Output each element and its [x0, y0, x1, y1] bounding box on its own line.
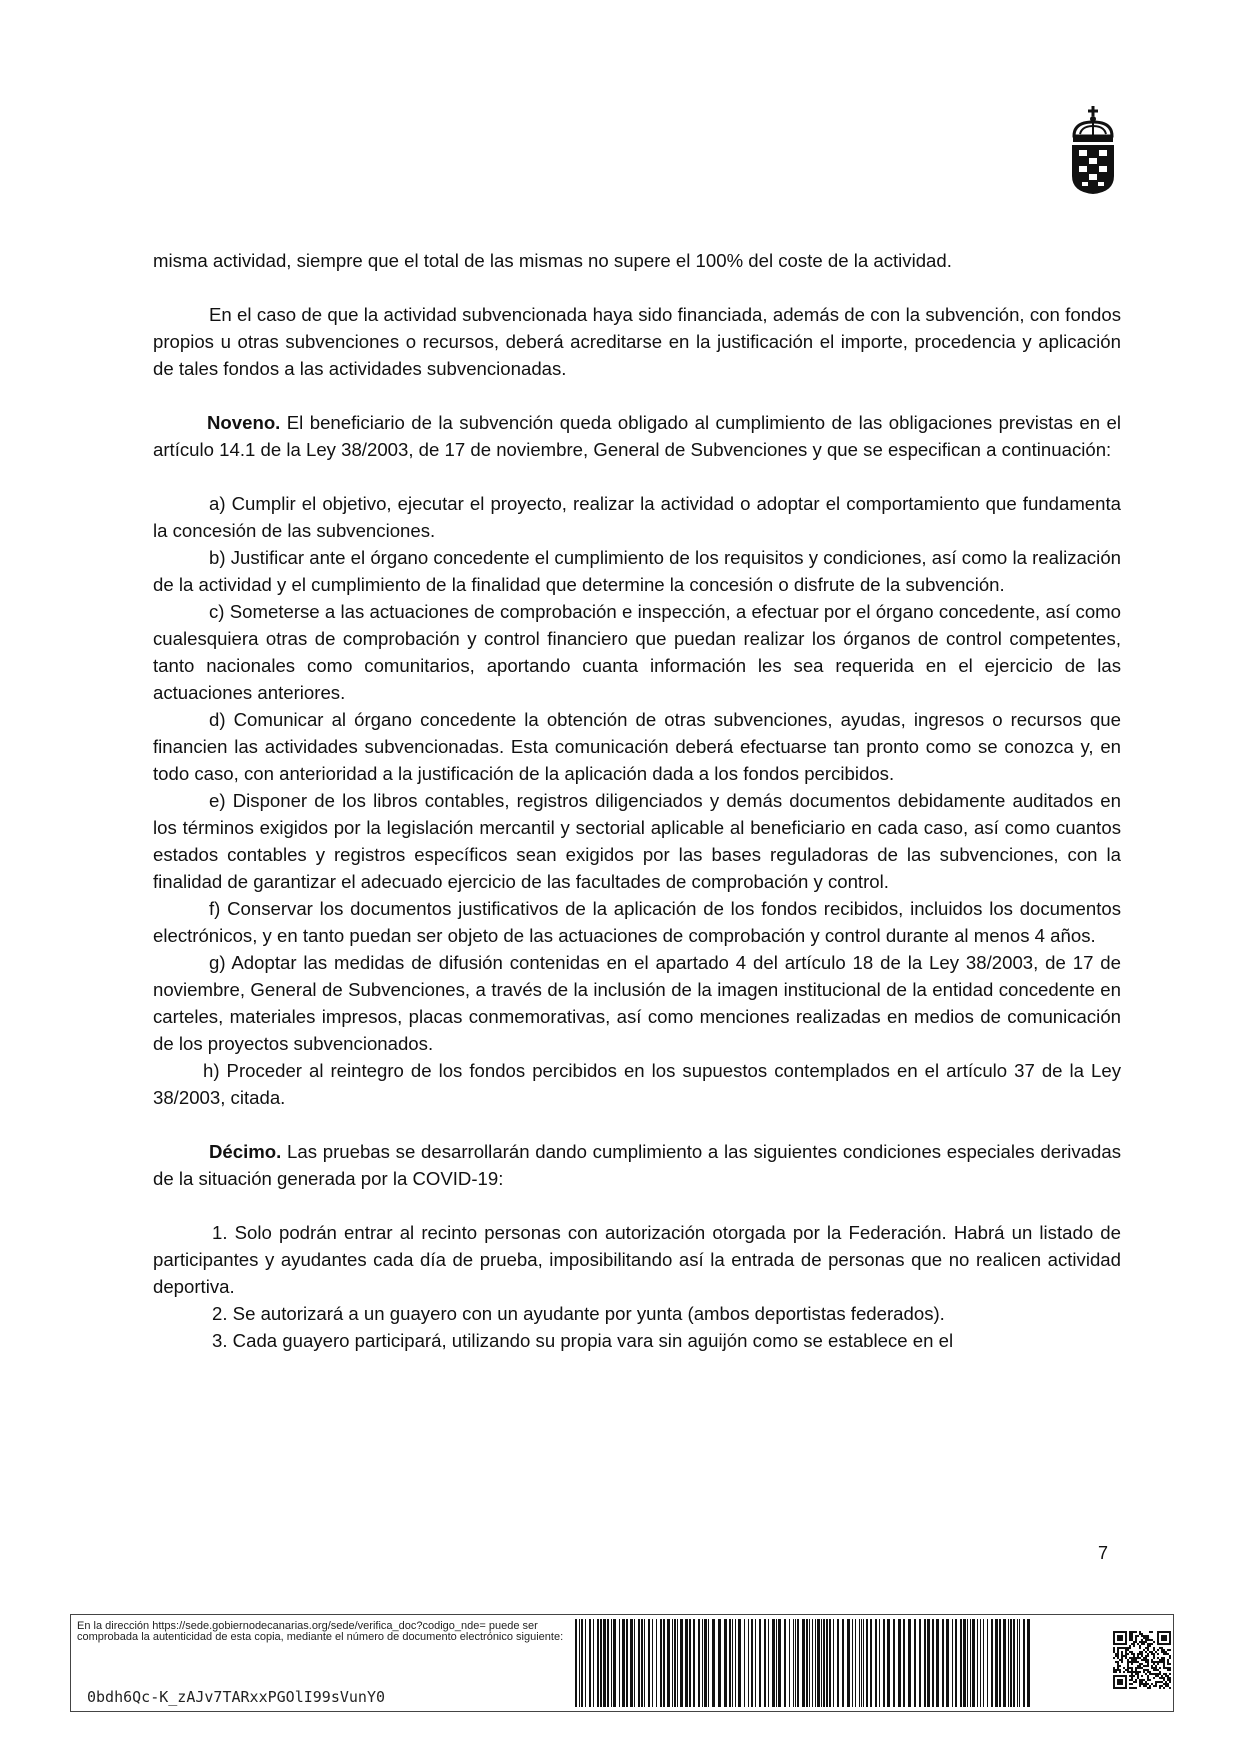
- verification-footer: [70, 1614, 1174, 1712]
- paragraph-continued: misma actividad, siempre que el total de las mismas no supere el 100% del coste de la actividad.: [153, 250, 952, 271]
- page-number: 7: [1098, 1543, 1109, 1563]
- document-code: 0bdh6Qc-K_zAJv7TARxxPGOlI99sVunY0: [87, 1688, 386, 1706]
- obligation-d: d) Comunicar al órgano concedente la obtención de otras subvenciones, ayudas, ingresos o recursos que financien las actividades subvencionadas. Esta comunicación deberá efectuarse tan pronto como se conozca y, en todo caso, con anterioridad a la justificación de la aplicación dada a los fondos percibidos.: [153, 709, 1121, 784]
- obligation-c: c) Someterse a las actuaciones de comprobación e inspección, a efectuar por el órgano concedente, así como cualesquiera otras de comprobación y control financiero que puedan realizar los órganos de control competentes, tanto nacionales como comunitarios, aportando cuanta información les sea requerida en el ejercicio de las actuaciones anteriores.: [153, 601, 1121, 703]
- qr-code-icon: [1113, 1631, 1171, 1689]
- obligation-f: f) Conservar los documentos justificativos de la aplicación de los fondos recibidos, incluidos los documentos electrónicos, y en tanto puedan ser objeto de las actuaciones de comprobación y control durante al menos 4 años.: [153, 898, 1121, 946]
- obligation-h: h) Proceder al reintegro de los fondos percibidos en los supuestos contemplados en el artículo 37 de la Ley 38/2003, citada.: [153, 1060, 1121, 1108]
- obligation-b: b) Justificar ante el órgano concedente el cumplimiento de los requisitos y condiciones, así como la realización de la actividad y el cumplimiento de la finalidad que determine la concesión o disfrute de la subvención.: [153, 547, 1121, 595]
- section-noveno-title: Noveno.: [207, 412, 281, 433]
- section-decimo-title: Décimo.: [209, 1141, 282, 1162]
- section-noveno-text: El beneficiario de la subvención queda obligado al cumplimiento de las obligaciones previstas en el artículo 14.1 de la Ley 38/2003, de 17 de noviembre, General de Subvenciones y que se especifican a continuación:: [153, 412, 1121, 460]
- barcode-icon: [573, 1619, 1033, 1707]
- obligation-a: a) Cumplir el objetivo, ejecutar el proyecto, realizar la actividad o adoptar el comportamiento que fundamenta la concesión de las subvenciones.: [153, 493, 1121, 541]
- section-noveno: [153, 409, 1121, 463]
- section-decimo: [153, 1138, 1121, 1192]
- condition-2: 2. Se autorizará a un guayero con un ayudante por yunta (ambos deportistas federados).: [212, 1303, 945, 1324]
- obligation-g: g) Adoptar las medidas de difusión contenidas en el apartado 4 del artículo 18 de la Ley 38/2003, de 17 de noviembre, General de Subvenciones, a través de la inclusión de la imagen institucional de la entidad concedente en carteles, materiales impresos, placas conmemorativas, así como menciones realizadas en medios de comunicación de los proyectos subvencionados.: [153, 952, 1121, 1054]
- condition-1: 1. Solo podrán entrar al recinto personas con autorización otorgada por la Federación. Habrá un listado de participantes y ayudantes cada día de prueba, imposibilitando así la entrada de personas que no realicen actividad deportiva.: [153, 1222, 1121, 1297]
- verification-text: En la dirección https://sede.gobiernodecanarias.org/sede/verifica_doc?codigo_nde= puede ser comprobada la autenticidad de esta copia, mediante el número de documento electrónico siguiente:: [77, 1620, 564, 1643]
- document-body: [153, 247, 1121, 1354]
- obligation-e: e) Disponer de los libros contables, registros diligenciados y demás documentos debidamente auditados en los términos exigidos por la legislación mercantil y sectorial aplicable al beneficiario en cada caso, así como cuantos estados contables y registros específicos sean exigidos por las bases reguladoras de las subvenciones, con la finalidad de garantizar el adecuado ejercicio de las facultades de comprobación y control.: [153, 790, 1121, 892]
- paragraph-financing: En el caso de que la actividad subvencionada haya sido financiada, además de con la subvención, con fondos propios u otras subvenciones o recursos, deberá acreditarse en la justificación el importe, procedencia y aplicación de tales fondos a las actividades subvencionadas.: [153, 304, 1121, 379]
- condition-3: 3. Cada guayero participará, utilizando su propia vara sin aguijón como se establece en el: [212, 1330, 954, 1351]
- canarias-crest-icon: [1068, 106, 1118, 194]
- section-decimo-text: Las pruebas se desarrollarán dando cumplimiento a las siguientes condiciones especiales derivadas de la situación generada por la COVID-19:: [153, 1141, 1121, 1189]
